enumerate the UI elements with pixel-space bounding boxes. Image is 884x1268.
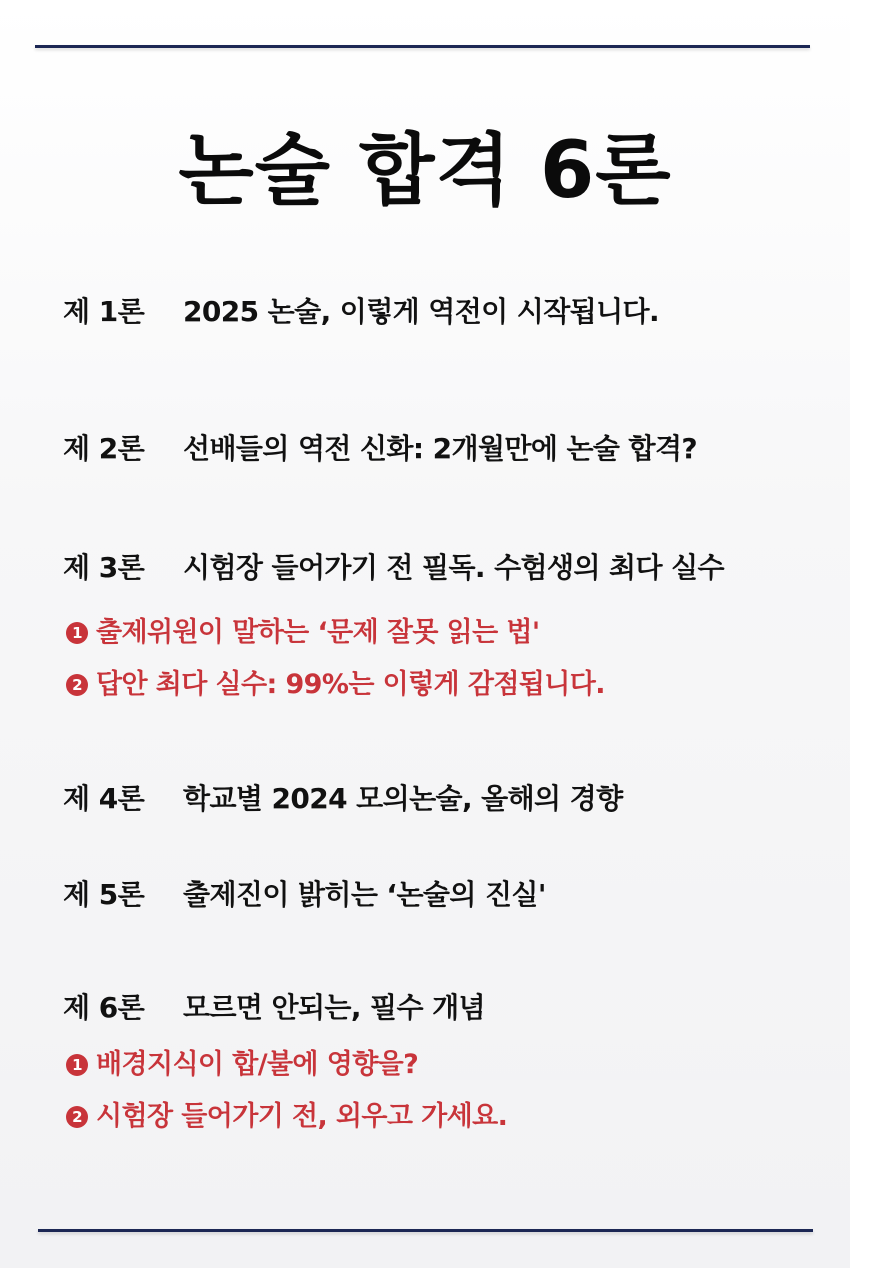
section-4-number: 제 4론 xyxy=(63,782,145,815)
circled-number-icon: 1 xyxy=(66,1054,88,1076)
top-divider xyxy=(35,45,810,48)
section-3-number: 제 3론 xyxy=(63,551,145,584)
section-3-subitem-2 xyxy=(66,662,605,702)
section-1-text: 2025 논술, 이렇게 역전이 시작됩니다. xyxy=(183,295,660,328)
section-2-text: 선배들의 역전 신화: 2개월만에 논술 합격? xyxy=(183,432,698,465)
section-1-number: 제 1론 xyxy=(63,295,145,328)
section-6-subitem-2-text: 시험장 들어가기 전, 외우고 가세요. xyxy=(96,1101,508,1132)
circled-number-icon: 2 xyxy=(66,674,88,696)
section-6-subitem-1-text: 배경지식이 합/불에 영향을? xyxy=(96,1049,419,1080)
section-3-subitem-1 xyxy=(66,610,540,650)
section-5-number: 제 5론 xyxy=(63,878,145,911)
section-5-text: 출제진이 밝히는 ‘논술의 진실' xyxy=(183,878,546,911)
circled-number-icon: 2 xyxy=(66,1106,88,1128)
section-6-subitem-1 xyxy=(66,1042,418,1082)
page-title: 논술 합격 6론 xyxy=(178,126,672,216)
bottom-divider xyxy=(38,1229,813,1232)
section-3-text: 시험장 들어가기 전 필독. 수험생의 최다 실수 xyxy=(183,551,724,584)
section-4-text: 학교별 2024 모의논술, 올해의 경향 xyxy=(183,782,623,815)
section-6-subitem-2 xyxy=(66,1094,507,1134)
section-6-number: 제 6론 xyxy=(63,991,145,1024)
section-2-number: 제 2론 xyxy=(63,432,145,465)
section-3-subitem-1-text: 출제위원이 말하는 ‘문제 잘못 읽는 법' xyxy=(96,617,540,648)
section-6-text: 모르면 안되는, 필수 개념 xyxy=(183,991,485,1024)
circled-number-icon: 1 xyxy=(66,622,88,644)
section-3-subitem-2-text: 답안 최다 실수: 99%는 이렇게 감점됩니다. xyxy=(96,669,605,700)
